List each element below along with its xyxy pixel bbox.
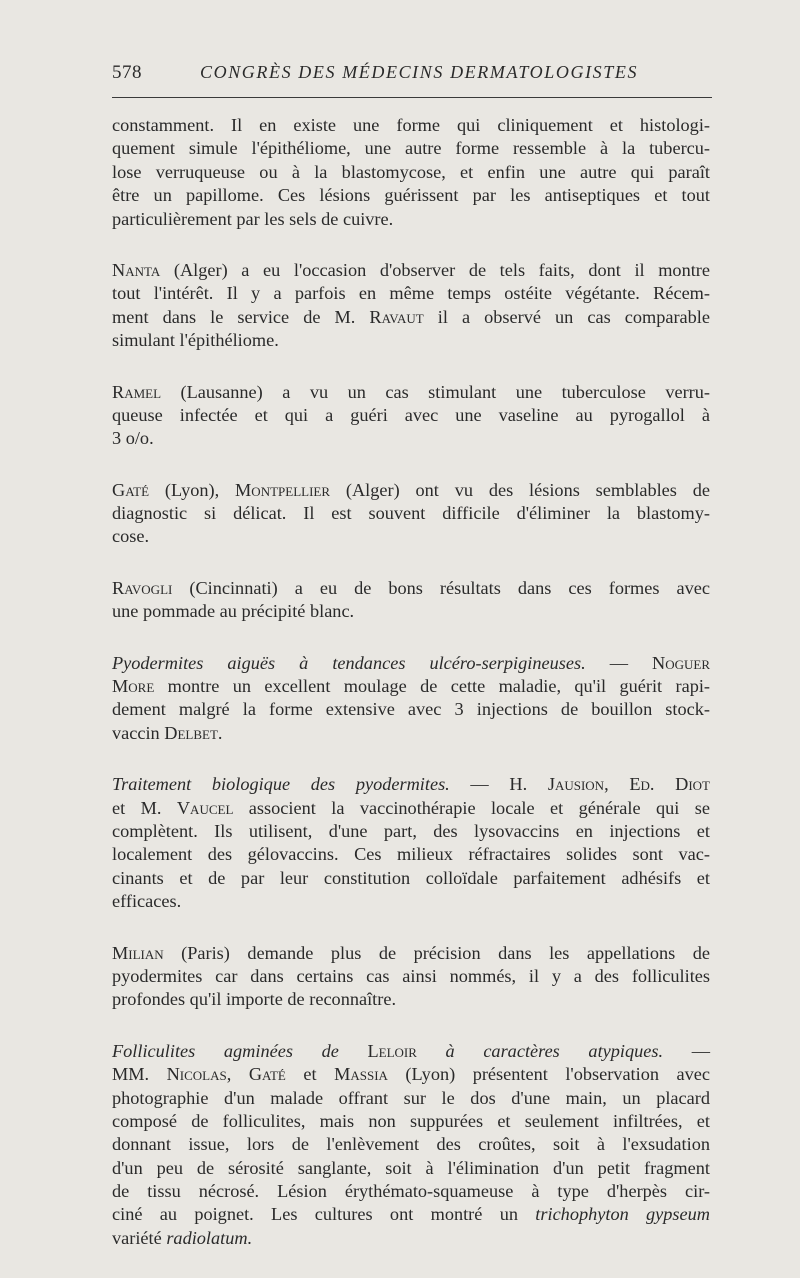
- text-line: diagnostic si délicat. Il est souvent difficile d'éliminer la blastomy-: [112, 503, 710, 524]
- text-line: Milian (Paris) demande plus de précision dans les appellations de: [112, 942, 710, 963]
- text-line: être un papillome. Ces lésions guérissent par les antiseptiques et tout: [112, 185, 710, 206]
- text-line: lose verruqueuse ou à la blastomycose, et enfin une autre qui paraît: [112, 161, 710, 182]
- text-line: MM. Nicolas, Gaté et Massia (Lyon) présentent l'observation avec: [112, 1064, 710, 1085]
- paragraph: [112, 479, 710, 549]
- paragraph: [112, 259, 710, 353]
- text-line: tout l'intérêt. Il y a parfois en même temps ostéite végétante. Récem-: [112, 283, 710, 304]
- paragraph: [112, 942, 710, 1012]
- text-line: Nanta (Alger) a eu l'occasion d'observer de tels faits, dont il montre: [112, 259, 710, 280]
- text-line: photographie d'un malade offrant sur le dos d'une main, un placard: [112, 1087, 710, 1108]
- text-line: de tissu nécrosé. Lésion érythémato-squameuse à type d'herpès cir-: [112, 1181, 710, 1202]
- page-number: 578: [112, 62, 142, 83]
- text-line: dement malgré la forme extensive avec 3 injections de bouillon stock-: [112, 699, 710, 720]
- text-line: profondes qu'il importe de reconnaître.: [112, 989, 397, 1010]
- paragraph: [112, 577, 710, 624]
- text-line: cinants et de par leur constitution colloïdale parfaitement adhésifs et: [112, 867, 710, 888]
- text-line: variété radiolatum.: [112, 1227, 253, 1248]
- text-line: 3 o/o.: [112, 428, 154, 449]
- text-line: localement des gélovaccins. Ces milieux réfractaires solides sont vac-: [112, 844, 710, 865]
- page-header: [112, 62, 712, 92]
- text-line: queuse infectée et qui a guéri avec une vaseline au pyrogallol à: [112, 404, 710, 425]
- text-line: Gaté (Lyon), Montpellier (Alger) ont vu des lésions semblables de: [112, 479, 710, 500]
- text-line: Folliculites agminées de Leloir à caractères atypiques. —: [112, 1040, 710, 1061]
- paragraph: [112, 652, 710, 746]
- text-line: Traitement biologique des pyodermites. — H. Jausion, Ed. Diot: [112, 774, 710, 795]
- text-line: particulièrement par les sels de cuivre.: [112, 208, 394, 229]
- text-line: More montre un excellent moulage de cette maladie, qu'il guérit rapi-: [112, 676, 710, 697]
- body-text: [112, 114, 710, 1278]
- text-line: une pommade au précipité blanc.: [112, 601, 355, 622]
- text-line: Ravogli (Cincinnati) a eu de bons résultats dans ces formes avec: [112, 577, 710, 598]
- text-line: simulant l'épithéliome.: [112, 330, 279, 351]
- text-line: d'un peu de sérosité sanglante, soit à l'élimination d'un petit fragment: [112, 1157, 710, 1178]
- text-line: donnant issue, lors de l'enlèvement des croûtes, soit à l'exsudation: [112, 1134, 710, 1155]
- text-line: quement simule l'épithéliome, une autre forme ressemble à la tubercu-: [112, 138, 710, 159]
- text-line: Ramel (Lausanne) a vu un cas stimulant une tuberculose verru-: [112, 381, 710, 402]
- running-title: CONGRÈS DES MÉDECINS DERMATOLOGISTES: [200, 62, 639, 82]
- text-line: efficaces.: [112, 891, 182, 912]
- text-line: constamment. Il en existe une forme qui cliniquement et histologi-: [112, 115, 710, 135]
- text-line: pyodermites car dans certains cas ainsi nommés, il y a des folliculites: [112, 965, 710, 986]
- paragraph: [112, 1040, 710, 1251]
- text-line: cose.: [112, 526, 150, 547]
- paragraph: [112, 773, 710, 913]
- text-line: complètent. Ils utilisent, d'une part, des lysovaccins en injections et: [112, 820, 710, 841]
- text-line: et M. Vaucel associent la vaccinothérapie locale et générale qui se: [112, 797, 710, 818]
- text-line: vaccin Delbet.: [112, 722, 223, 743]
- paragraph: [112, 114, 710, 231]
- header-rule: [112, 97, 712, 98]
- text-line: Pyodermites aiguës à tendances ulcéro-serpigineuses. — Noguer: [112, 652, 710, 673]
- text-line: ment dans le service de M. Ravaut il a observé un cas comparable: [112, 306, 710, 327]
- text-line: ciné au poignet. Les cultures ont montré un trichophyton gypseum: [112, 1204, 710, 1225]
- text-line: composé de folliculites, mais non suppurées et seulement infiltrées, et: [112, 1110, 710, 1131]
- paragraph: [112, 381, 710, 451]
